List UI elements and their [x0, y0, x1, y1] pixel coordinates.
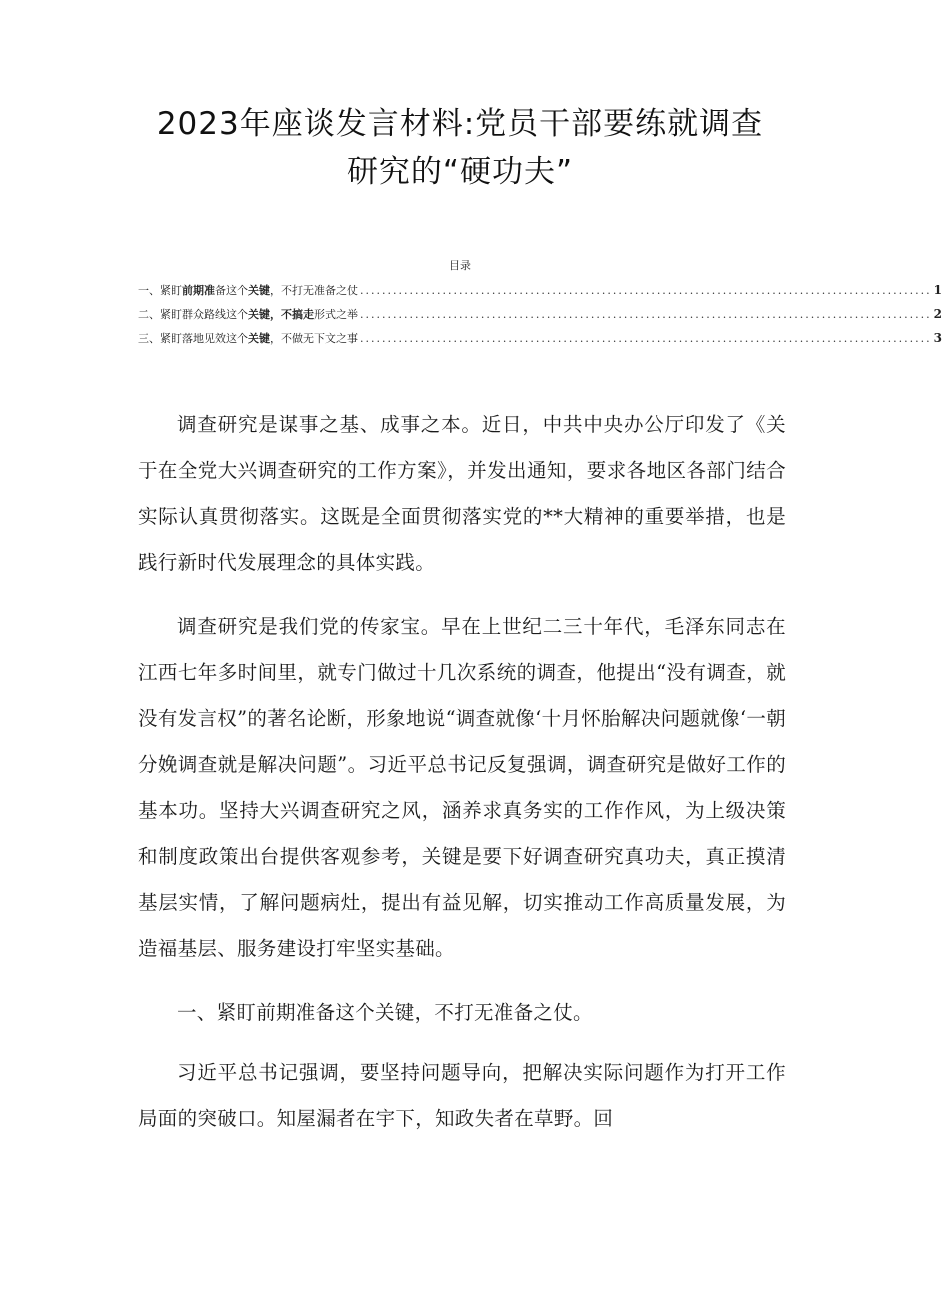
title-line-2: 研究的“硬功夫”: [346, 154, 574, 190]
body-paragraph-1: 调查研究是谋事之基、成事之本。近日，中共中央办公厅印发了《关于在全党大兴调查研究的工作方案》，并发出通知，要求各地区各部门结合实际认真贯彻落实。这既是全面贯彻落实党的**大精神的重要举措，也是践行新时代发展理念的具体实践。: [138, 413, 786, 574]
toc-leader-dots: ........................................................................................................: [360, 284, 932, 297]
toc-page-number: 1: [933, 283, 942, 297]
body-paragraph-3: 习近平总书记强调，要坚持问题导向，把解决实际问题作为打开工作局面的突破口。知屋漏者在宇下，知政失者在草野。回: [138, 1061, 786, 1130]
body-paragraph-2: 调查研究是我们党的传家宝。早在上世纪二三十年代，毛泽东同志在江西七年多时间里，就专门做过十几次系统的调查，他提出“没有调查，就没有发言权”的著名论断，形象地说“调查就像‘十月怀胎解决问题就像‘一朝分娩调查就是解决问题”。习近平总书记反复强调，调查研究是做好工作的基本功。坚持大兴调查研究之风，涵养求真务实的工作作风，为上级决策和制度政策出台提供客观参考，关键是要下好调查研究真功夫，真正摸清基层实情，了解问题病灶，提出有益见解，切实推动工作高质量发展，为造福基层、服务建设打牢坚实基础。: [138, 615, 786, 960]
title-line-1: 2023年座谈发言材料:党员干部要练就调查: [156, 106, 764, 142]
toc-leader-dots: ........................................................................................................: [360, 308, 932, 321]
toc-entry-2[interactable]: [138, 306, 942, 330]
document-title: [100, 100, 820, 196]
toc-page-number: 3: [933, 331, 942, 345]
toc-page-number: 2: [933, 307, 942, 321]
section-heading-1: 一、紧盯前期准备这个关键，不打无准备之仗。: [177, 1001, 593, 1024]
table-of-contents: [138, 282, 942, 354]
toc-heading: 目录: [449, 259, 471, 272]
toc-entry-3[interactable]: [138, 330, 942, 354]
document-body: [138, 402, 786, 1160]
toc-entry-text: 三、紧盯落地见效这个关键，不做无下文之事: [138, 332, 358, 345]
toc-entry-text: 一、紧盯前期准备这个关键，不打无准备之仗: [138, 284, 358, 297]
toc-leader-dots: ........................................................................................................: [360, 332, 932, 345]
toc-entry-1[interactable]: [138, 282, 942, 306]
toc-entry-text: 二、紧盯群众路线这个关键，不搞走形式之举: [138, 308, 358, 321]
